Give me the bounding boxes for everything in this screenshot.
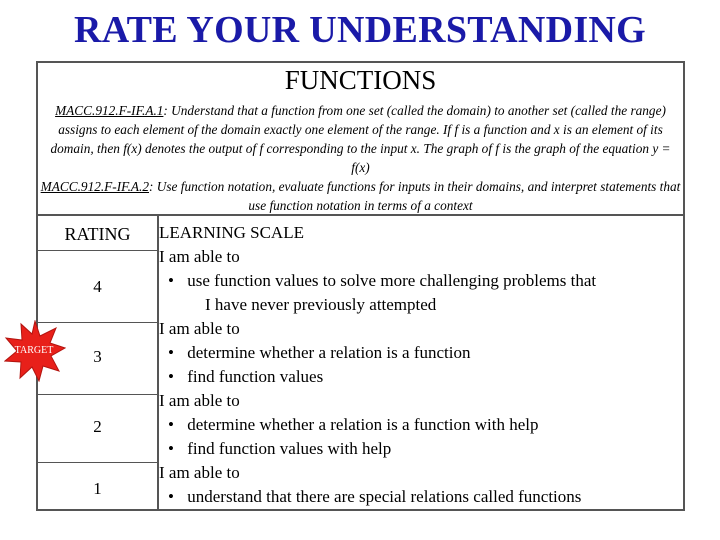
bullet-icon: •	[168, 367, 174, 386]
level-2-intro: I am able to	[159, 391, 240, 410]
rating-value: 2	[93, 417, 102, 436]
bullet-icon: •	[168, 343, 174, 362]
rating-row-4	[38, 250, 157, 322]
level-2-item: • find function values with help	[159, 437, 683, 461]
learning-scale-text	[159, 221, 683, 509]
bullet-icon: •	[168, 487, 174, 506]
standard-text-1: : Understand that a function from one set (called the domain) to another set (called the range) assigns to each element of the domain exactly one element of the range. If f is a function and x is an element of its domain, then f(x) denotes the output of f corresponding to the input x. The graph of f is the graph of the equation y = f(x)	[50, 103, 671, 175]
rating-value: 3	[93, 347, 102, 366]
rating-row-2	[38, 394, 157, 466]
level-1-item: • understand that there are special relations called functions	[159, 485, 683, 509]
standards-text	[40, 101, 681, 215]
learning-scale-column	[159, 216, 683, 509]
level-1-intro: I am able to	[159, 463, 240, 482]
rating-value: 1	[93, 479, 102, 498]
bullet-icon: •	[168, 439, 174, 458]
rating-row-1	[38, 462, 157, 509]
level-4-item-continued: I have never previously attempted	[205, 295, 437, 314]
bullet-icon: •	[168, 415, 174, 434]
slide-title: RATE YOUR UNDERSTANDING	[73, 9, 647, 51]
level-3-intro: I am able to	[159, 319, 240, 338]
rating-table	[36, 61, 685, 511]
table-header-cell	[38, 63, 683, 216]
level-3-item: • determine whether a relation is a function	[159, 341, 683, 365]
level-4-item: • use function values to solve more challenging problems that	[159, 269, 683, 293]
level-4-intro: I am able to	[159, 247, 240, 266]
rating-value: 4	[93, 277, 102, 296]
standard-code-1: MACC.912.F-IF.A.1	[55, 103, 164, 118]
learning-scale-header: LEARNING SCALE	[159, 223, 304, 242]
level-3-item: • find function values	[159, 365, 683, 389]
bullet-icon: •	[168, 271, 174, 290]
rating-header: RATING	[64, 224, 131, 244]
target-badge-label: TARGET	[14, 345, 54, 356]
standard-text-2: : Use function notation, evaluate functions for inputs in their domains, and interpret statements that use function notation in terms of a context	[149, 179, 681, 213]
level-2-item: • determine whether a relation is a function with help	[159, 413, 683, 437]
standard-code-2: MACC.912.F-IF.A.2	[40, 179, 149, 194]
topic-subtitle: FUNCTIONS	[284, 65, 437, 95]
